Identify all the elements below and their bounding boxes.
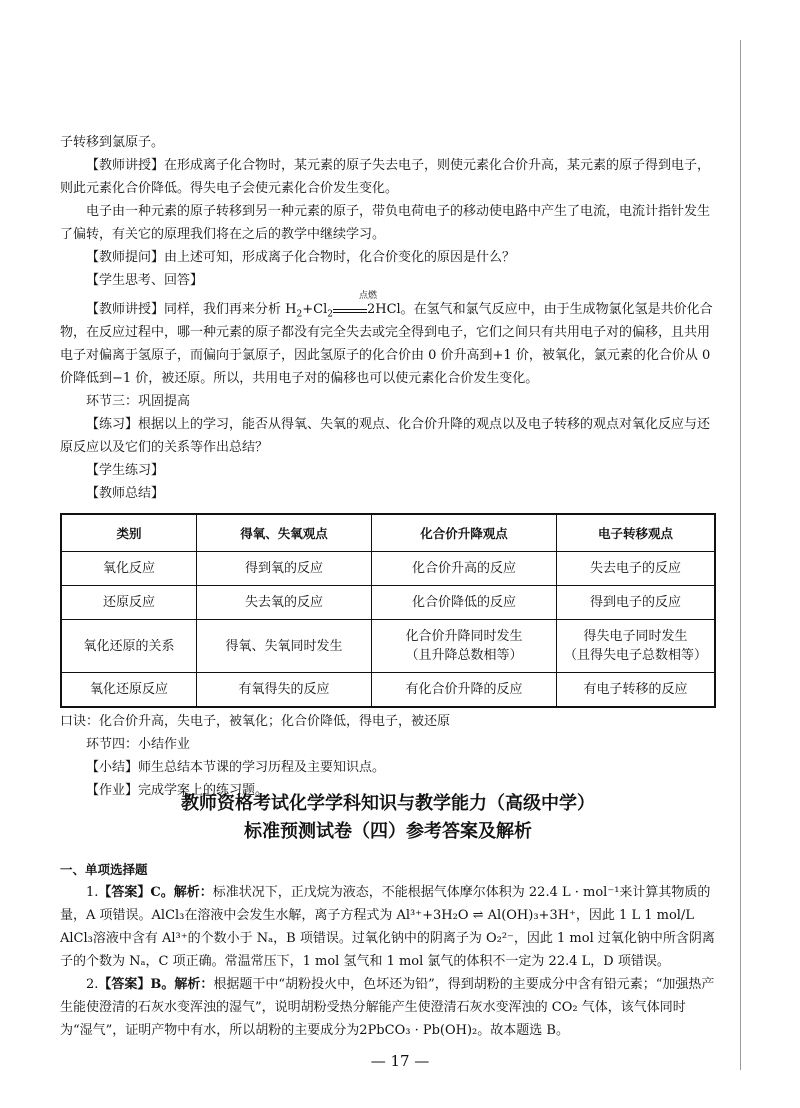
table-row	[61, 673, 715, 708]
answer-text: 标准状况下，正戊烷为液态，不能根据气体摩尔体积为 22.4 L · mol⁻¹来计算其物质的量，A 项错误。AlCl₃在溶液中会发生水解，离子方程式为 Al³⁺+3H₂O ⇌ Al(OH)₃+3H⁺，因此 1 L 1 mol/L AlCl₃溶液中含有 Al³⁺的个数小于 Nₐ，B 项错误。过氧化钠中的阴离子为 O₂²⁻，因此 1 mol 过氧化钠中所含阴离子的个数为 Nₐ，C 项正确。常温常压下，1 mol 氢气和 1 mol 氯气的体积不一定为 22.4 L，D 项错误。	[60, 885, 715, 969]
paragraph	[60, 200, 716, 246]
page-edge-line	[740, 40, 741, 1070]
text: 师生总结本节课的学习历程及主要知识点。	[138, 760, 386, 775]
title-line: 标准预测试卷（四）参考答案及解析	[244, 821, 532, 842]
table-cell: 有化合价升降的反应	[372, 673, 557, 708]
tag: 【教师提问】	[86, 250, 165, 265]
table-cell	[557, 620, 716, 673]
text: 由上述可知，形成离子化合物时，化合价变化的原因是什么？	[164, 250, 516, 265]
table-header: 化合价升降观点	[372, 514, 557, 552]
paragraph	[60, 390, 716, 413]
answer-label: 【答案】C。	[98, 885, 174, 900]
reaction-condition: 点燃	[358, 291, 377, 301]
text: 环节三：巩固提高	[86, 394, 191, 409]
answer-item	[60, 881, 716, 973]
paragraph	[60, 154, 716, 200]
summary-table	[60, 513, 716, 708]
paragraph	[60, 482, 716, 505]
table-cell: 失去电子的反应	[557, 552, 716, 586]
table-cell: 氧化还原的关系	[61, 620, 197, 673]
table-cell	[372, 620, 557, 673]
text: +Cl	[302, 302, 328, 317]
text: 同样，我们再来分析 H	[164, 302, 297, 317]
analysis-label: 解析：	[174, 977, 214, 992]
question-number: 2.	[86, 977, 99, 992]
answer-label: 【答案】B。	[98, 977, 175, 992]
text: 【学生思考、回答】	[86, 273, 204, 288]
table-row	[61, 552, 715, 586]
cell-line: 化合价升降同时发生	[405, 629, 523, 644]
table-row	[61, 620, 715, 673]
analysis-label: 解析：	[173, 885, 213, 900]
answer-section	[60, 858, 716, 1042]
equation: 同样，我们再来分析 $H_2+Cl_2$ 点燃	[164, 291, 377, 320]
text: 在形成离子化合物时，某元素的原子失去电子，则使元素化合价升高，某元素的原子得到电子，则此元素化合价降低。得失电子会使元素化合价发生变化。	[60, 158, 711, 196]
paragraph	[60, 413, 716, 459]
text: 【学生练习】	[86, 463, 165, 478]
table-cell: 还原反应	[61, 586, 197, 620]
table-header: 得氧、失氧观点	[197, 514, 372, 552]
table-row	[61, 586, 715, 620]
page-number: — 17 —	[370, 1052, 430, 1070]
table-header: 电子转移观点	[557, 514, 716, 552]
tag: 【作业】	[86, 783, 139, 798]
paragraph	[60, 291, 716, 390]
table-cell: 有氧得失的反应	[197, 673, 372, 708]
tag: 【小结】	[86, 760, 139, 775]
table-header-row	[61, 514, 715, 552]
tag: 【教师讲授】	[86, 158, 165, 173]
table-cell: 有电子转移的反应	[557, 673, 716, 708]
text: 口诀：化合价升高，失电子，被氧化；化合价降低，得电子，被还原	[60, 714, 451, 729]
paragraph	[60, 459, 716, 482]
table-cell: 氧化还原反应	[61, 673, 197, 708]
paragraph	[60, 269, 716, 292]
table-cell: 氧化反应	[61, 552, 197, 586]
answer-item	[60, 973, 716, 1042]
table-cell: 得到氧的反应	[197, 552, 372, 586]
table-cell: 失去氧的反应	[197, 586, 372, 620]
text: 【教师总结】	[86, 486, 165, 501]
text: 环节四：小结作业	[86, 737, 191, 752]
paragraph	[60, 131, 716, 154]
title-line: 教师资格考试化学学科知识与教学能力（高级中学）	[181, 793, 595, 814]
reaction-arrow	[333, 291, 377, 313]
text: 子转移到氯原子。	[60, 135, 165, 150]
cell-line: 得失电子同时发生	[583, 629, 688, 644]
table-cell: 化合价升高的反应	[372, 552, 557, 586]
paragraph	[60, 246, 716, 269]
answer-text: 根据题干中“胡粉投火中，色坏还为铅”，得到胡粉的主要成分中含有铅元素；“加强热产生能使澄清的石灰水变浑浊的湿气”，说明胡粉受热分解能产生使澄清石灰水变浑浊的 CO₂ 气体，该气体同时为“湿气”，证明产物中有水，所以胡粉的主要成分为2PbCO₃ · Pb(OH)₂。故本题选 B。	[60, 977, 715, 1038]
paragraph	[60, 733, 716, 756]
lesson-body	[60, 131, 716, 802]
table-cell: 得到电子的反应	[557, 586, 716, 620]
answer-key-title	[60, 790, 716, 846]
table-cell: 化合价降低的反应	[372, 586, 557, 620]
text: 2HCl。在氢气和氯气反应中，由于生成物氯化氢是共价化合物，在反应过程中，哪一种元素的原子都没有完全失去或完全得到电子，它们之间只有共用电子对的偏移，且共用电子对偏离于氢原子，而偏向于氯原子，因此氢原子的化合价由 0 价升高到+1 价，被氧化，氯元素的化合价从 0 价降低到−1 价，被还原。所以，共用电子对的偏移也可以使元素化合价发生变化。	[60, 302, 713, 386]
table-header: 类别	[61, 514, 197, 552]
cell-line: （且得失电子总数相等）	[563, 648, 707, 663]
tag: 【练习】	[86, 417, 139, 432]
tag: 【教师讲授】	[86, 302, 165, 317]
cell-line: （且升降总数相等）	[405, 648, 523, 663]
text: 根据以上的学习，能否从得氧、失氧的观点、化合价升降的观点以及电子转移的观点对氧化反应与还原反应以及它们的关系等作出总结？	[60, 417, 711, 455]
question-number: 1.	[86, 885, 99, 900]
mnemonic	[60, 710, 716, 733]
paragraph	[60, 756, 716, 779]
section-heading: 一、单项选择题	[60, 862, 148, 877]
table-cell: 得氧、失氧同时发生	[197, 620, 372, 673]
text: 电子由一种元素的原子转移到另一种元素的原子，带负电荷电子的移动使电路中产生了电流，电流计指针发生了偏转，有关它的原理我们将在之后的教学中继续学习。	[60, 204, 711, 242]
text: 完成学案上的练习题。	[138, 783, 269, 798]
